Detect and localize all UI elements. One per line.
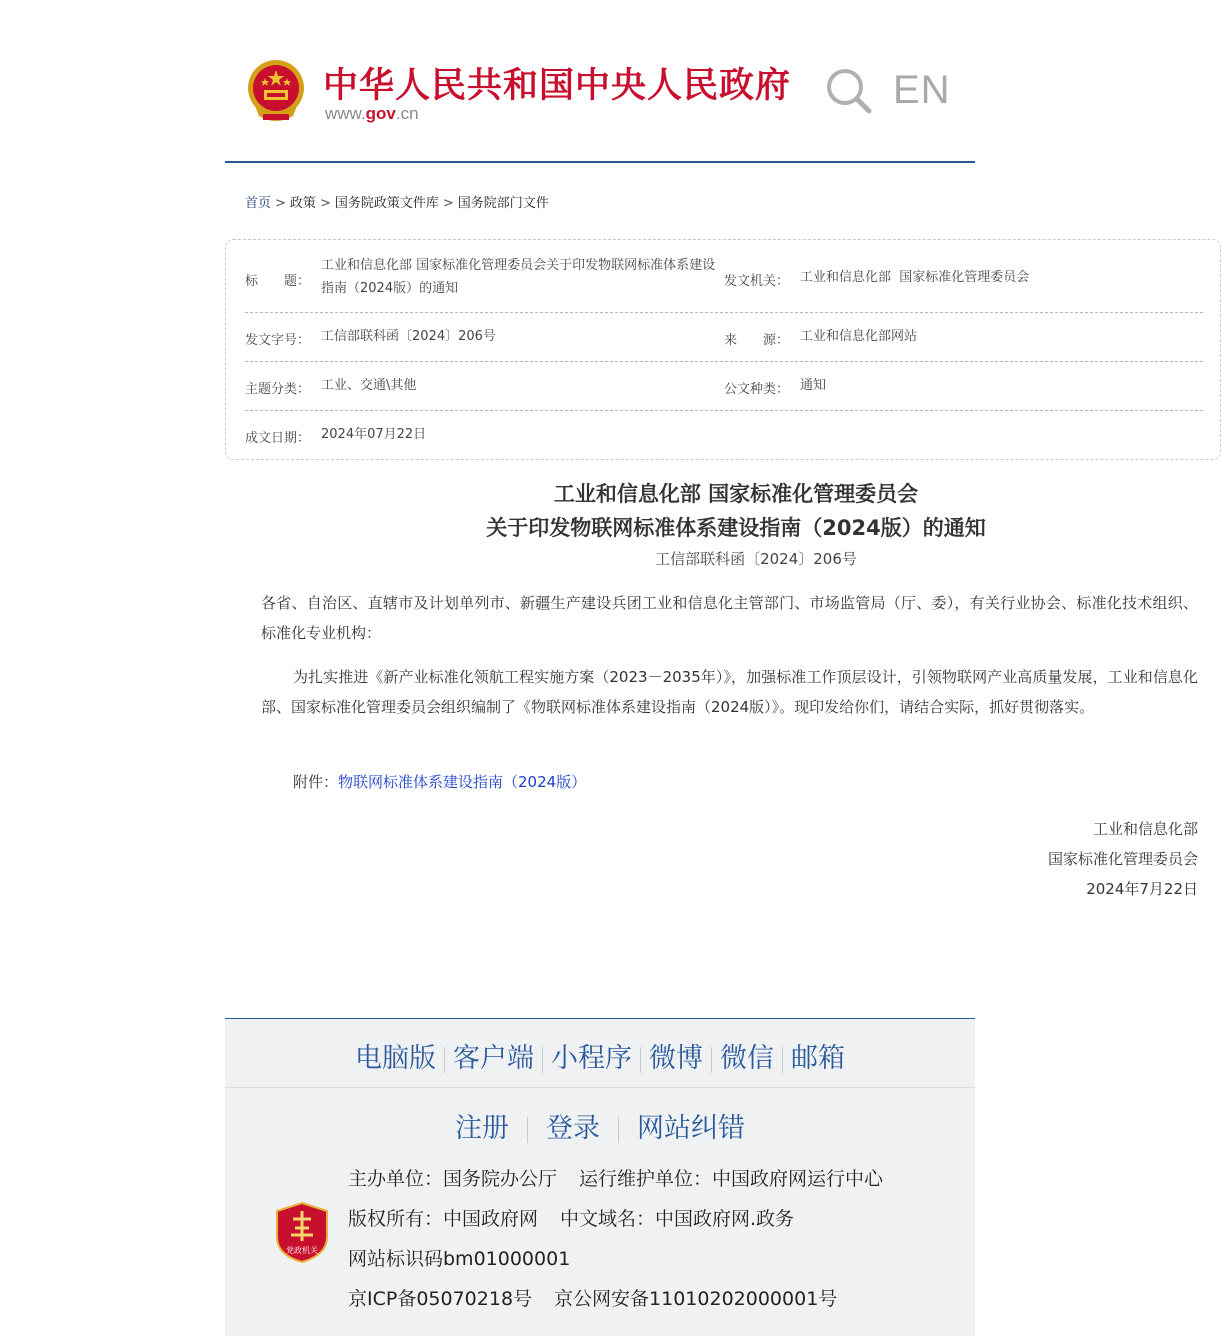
register-link[interactable]: 注册 [455, 1113, 509, 1144]
english-language-button[interactable]: EN [893, 68, 951, 112]
issuer-label: 发文机关： [724, 274, 790, 289]
search-icon[interactable] [825, 66, 873, 114]
footer-nav [225, 1036, 975, 1075]
footer-link-client[interactable]: 客户端 [453, 1043, 534, 1074]
breadcrumb-department-documents[interactable]: 国务院部门文件 [457, 196, 549, 211]
date-label: 成文日期： [245, 431, 311, 446]
article-doc-number: 工信部联科函〔2024〕206号 [655, 550, 857, 568]
copyright: 版权所有：中国政府网 [348, 1208, 539, 1230]
doc-type-value: 通知 [800, 378, 827, 393]
footer-link-wechat[interactable]: 微信 [720, 1043, 774, 1074]
info-row-title [245, 252, 1203, 313]
breadcrumb-separator: > [275, 196, 286, 211]
footer-link-mail[interactable]: 邮箱 [791, 1043, 845, 1074]
doc-number-label: 发文字号： [245, 333, 311, 348]
signature-standards-committee: 国家标准化管理委员会 [1047, 850, 1198, 868]
footer-nav-divider [542, 1047, 543, 1073]
footer-split [225, 1087, 975, 1088]
report-error-link[interactable]: 网站纠错 [637, 1113, 745, 1144]
signature-date: 2024年7月22日 [1086, 880, 1198, 898]
footer-account-nav [225, 1106, 975, 1145]
info-row-topic [245, 362, 1203, 411]
article-title-line2: 关于印发物联网标准体系建设指南（2024版）的通知 [486, 516, 986, 540]
footer-copyright-line [348, 1204, 794, 1231]
footer-link-desktop[interactable]: 电脑版 [355, 1043, 436, 1074]
footer-nav-divider [527, 1117, 528, 1143]
party-government-badge-icon[interactable] [275, 1201, 329, 1264]
site-id: 网站标识码bm01000001 [348, 1248, 571, 1270]
attachment-link[interactable]: 物联网标准体系建设指南（2024版） [338, 773, 587, 791]
site-header [225, 40, 975, 160]
public-security-number[interactable]: 京公网安备11010202000001号 [554, 1288, 838, 1310]
article-title [226, 477, 1221, 545]
attachment-label: 附件： [293, 773, 339, 791]
footer-nav-divider [711, 1047, 712, 1073]
breadcrumb-separator: > [442, 196, 454, 211]
footer-divider [225, 1018, 975, 1019]
doc-number-value: 工信部联科函〔2024〕206号 [321, 329, 496, 344]
site-url-gov: gov [365, 104, 396, 123]
document-info-box [225, 239, 1221, 460]
breadcrumb [245, 192, 549, 211]
login-link[interactable]: 登录 [546, 1113, 600, 1144]
chinese-domain: 中文域名：中国政府网.政务 [560, 1208, 795, 1230]
host-unit: 主办单位：国务院办公厅 [348, 1168, 558, 1190]
salutation-paragraph: 各省、自治区、直辖市及计划单列市、新疆生产建设兵团工业和信息化主管部门、市场监管局（厅、委），有关行业协会、标准化技术组织、标准化专业机构： [261, 594, 1198, 642]
site-url-suffix: .cn [395, 104, 419, 123]
title-value: 工业和信息化部 国家标准化管理委员会关于印发物联网标准体系建设指南（2024版）的通知 [321, 258, 716, 296]
issuer-value: 工业和信息化部 国家标准化管理委员会 [800, 270, 1030, 285]
footer-link-mini-program[interactable]: 小程序 [551, 1043, 632, 1074]
footer-nav-divider [618, 1117, 619, 1143]
site-url-prefix: www. [325, 104, 366, 123]
source-value: 工业和信息化部网站 [800, 329, 918, 344]
footer-nav-divider [640, 1047, 641, 1073]
body-paragraph: 为扎实推进《新产业标准化领航工程实施方案（2023－2035年）》，加强标准工作顶层设计，引领物联网产业高质量发展，工业和信息化部、国家标准化管理委员会组织编制了《物联网标准体系建设指南（2024版）》。现印发给你们，请结合实际，抓好贯彻落实。 [261, 668, 1198, 716]
site-url [325, 104, 419, 124]
breadcrumb-separator: > [319, 196, 331, 211]
breadcrumb-policy-library[interactable]: 国务院政策文件库 [334, 196, 439, 211]
badge-text: 党政机关 [286, 1246, 318, 1255]
source-label: 来 源： [724, 333, 790, 348]
doc-type-label: 公文种类： [724, 382, 790, 397]
breadcrumb-policy[interactable]: 政策 [289, 196, 316, 211]
footer-host-line [348, 1164, 883, 1191]
footer-registration-line [348, 1284, 837, 1311]
site-name: 中华人民共和国中央人民政府 [323, 65, 792, 106]
footer-nav-divider [444, 1047, 445, 1073]
footer-nav-divider [782, 1047, 783, 1073]
header-divider [225, 161, 975, 163]
operator-unit: 运行维护单位：中国政府网运行中心 [579, 1168, 884, 1190]
site-footer [225, 1018, 975, 1336]
signature-ministry: 工业和信息化部 [1092, 820, 1198, 838]
attachment-line [293, 767, 893, 797]
article-title-line1: 工业和信息化部 国家标准化管理委员会 [553, 482, 919, 506]
topic-label: 主题分类： [245, 382, 311, 397]
info-row-doc-number [245, 313, 1203, 362]
icp-number[interactable]: 京ICP备05070218号 [348, 1288, 533, 1310]
footer-link-weibo[interactable]: 微博 [649, 1043, 703, 1074]
info-row-date [245, 411, 1203, 460]
breadcrumb-home[interactable]: 首页 [245, 196, 272, 211]
date-value: 2024年07月22日 [321, 427, 427, 442]
topic-value: 工业、交通\其他 [321, 378, 417, 393]
national-emblem-icon [245, 58, 307, 126]
title-label: 标 题： [245, 274, 311, 289]
